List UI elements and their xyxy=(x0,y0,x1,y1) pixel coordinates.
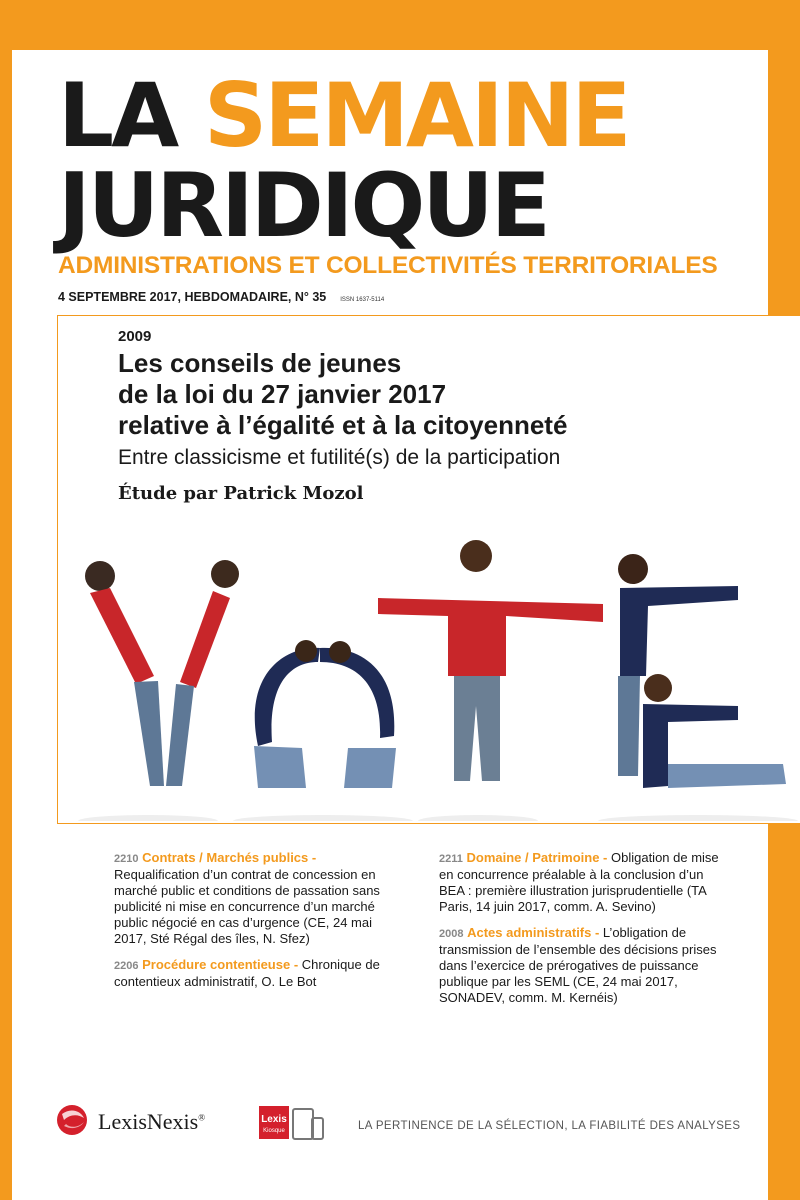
brief-item[interactable] xyxy=(439,850,724,915)
feature-title[interactable] xyxy=(118,348,678,441)
brief-topic: Actes administratifs - xyxy=(467,925,600,940)
feature-author: Étude par Patrick Mozol xyxy=(118,483,364,504)
cover-page xyxy=(12,50,768,1200)
feature-subtitle: Entre classicisme et futilité(s) de la participation xyxy=(118,446,561,469)
briefs-left-column xyxy=(114,850,404,1000)
feature-number: 2009 xyxy=(118,328,152,345)
brief-item[interactable] xyxy=(439,925,724,1006)
brief-topic: Procédure contentieuse - xyxy=(142,957,299,972)
letter-t-child xyxy=(378,540,603,781)
brief-topic: Domaine / Patrimoine - xyxy=(466,850,608,865)
issue-date: 4 SEPTEMBRE 2017, HEBDOMADAIRE, N° 35 xyxy=(58,290,327,304)
vote-children-photo xyxy=(58,536,800,821)
letter-v-children xyxy=(85,560,239,786)
brief-text: Obligation de mise en concurrence préalable à la conclusion d’un BEA : première illustration jurisprudentielle (TA Paris, 14 juin 2017, comm. A. Sevino) xyxy=(439,850,719,914)
brief-item[interactable] xyxy=(114,850,404,947)
brief-topic: Contrats / Marchés publics - xyxy=(142,850,317,865)
feature-box[interactable] xyxy=(57,315,800,824)
issn: ISSN 1637-5114 xyxy=(340,297,385,303)
footer-tagline: LA PERTINENCE DE LA SÉLECTION, LA FIABILITÉ DES ANALYSES xyxy=(358,1120,741,1132)
kiosque-label1: Lexis xyxy=(261,1114,287,1125)
magazine-title-line2: JURIDIQUE xyxy=(58,154,548,257)
brief-item[interactable] xyxy=(114,957,404,990)
brief-text: Chronique de contentieux administratif, O. Le Bot xyxy=(114,957,380,989)
feature-title-line: relative à l’égalité et à la citoyenneté xyxy=(118,410,568,440)
publisher-name-text: LexisNexis xyxy=(98,1109,199,1134)
kiosque-label2: Kiosque xyxy=(263,1128,285,1134)
brief-number: 2210 xyxy=(114,853,139,865)
magazine-subtitle: ADMINISTRATIONS ET COLLECTIVITÉS TERRITORIALES xyxy=(58,252,718,279)
feature-title-line: de la loi du 27 janvier 2017 xyxy=(118,379,447,409)
letter-e-children xyxy=(618,554,786,788)
publisher-name[interactable] xyxy=(98,1109,205,1135)
magazine-title-part1: LA xyxy=(58,64,204,167)
issue-line xyxy=(58,290,384,304)
brief-number: 2206 xyxy=(114,960,139,972)
magazine-title-accent: SEMAINE xyxy=(203,64,629,167)
magazine-title-line1 xyxy=(58,64,629,167)
lexis-kiosque-icon[interactable] xyxy=(257,1106,325,1140)
letter-o-children xyxy=(254,640,396,788)
brief-text: L’obligation de transmission de l’ensemble des décisions prises dans l’exercice de prérogatives de puissance publique par les SEML (CE, 24 mai 2017, SONADEV, comm. M. Kernéis) xyxy=(439,925,717,1005)
brief-number: 2008 xyxy=(439,928,464,940)
publisher-mark: ® xyxy=(198,1112,206,1123)
feature-title-line: Les conseils de jeunes xyxy=(118,348,402,378)
brief-text: Requalification d’un contrat de concession en marché public et conditions de passation sans publicité ni mise en concurrence d’un marché public négocié en cas d’urgence (CE, 24 mai 2017, Sté Régal des îles, N. Sfez) xyxy=(114,867,380,946)
brief-number: 2211 xyxy=(439,853,463,865)
briefs-right-column xyxy=(439,850,724,1016)
